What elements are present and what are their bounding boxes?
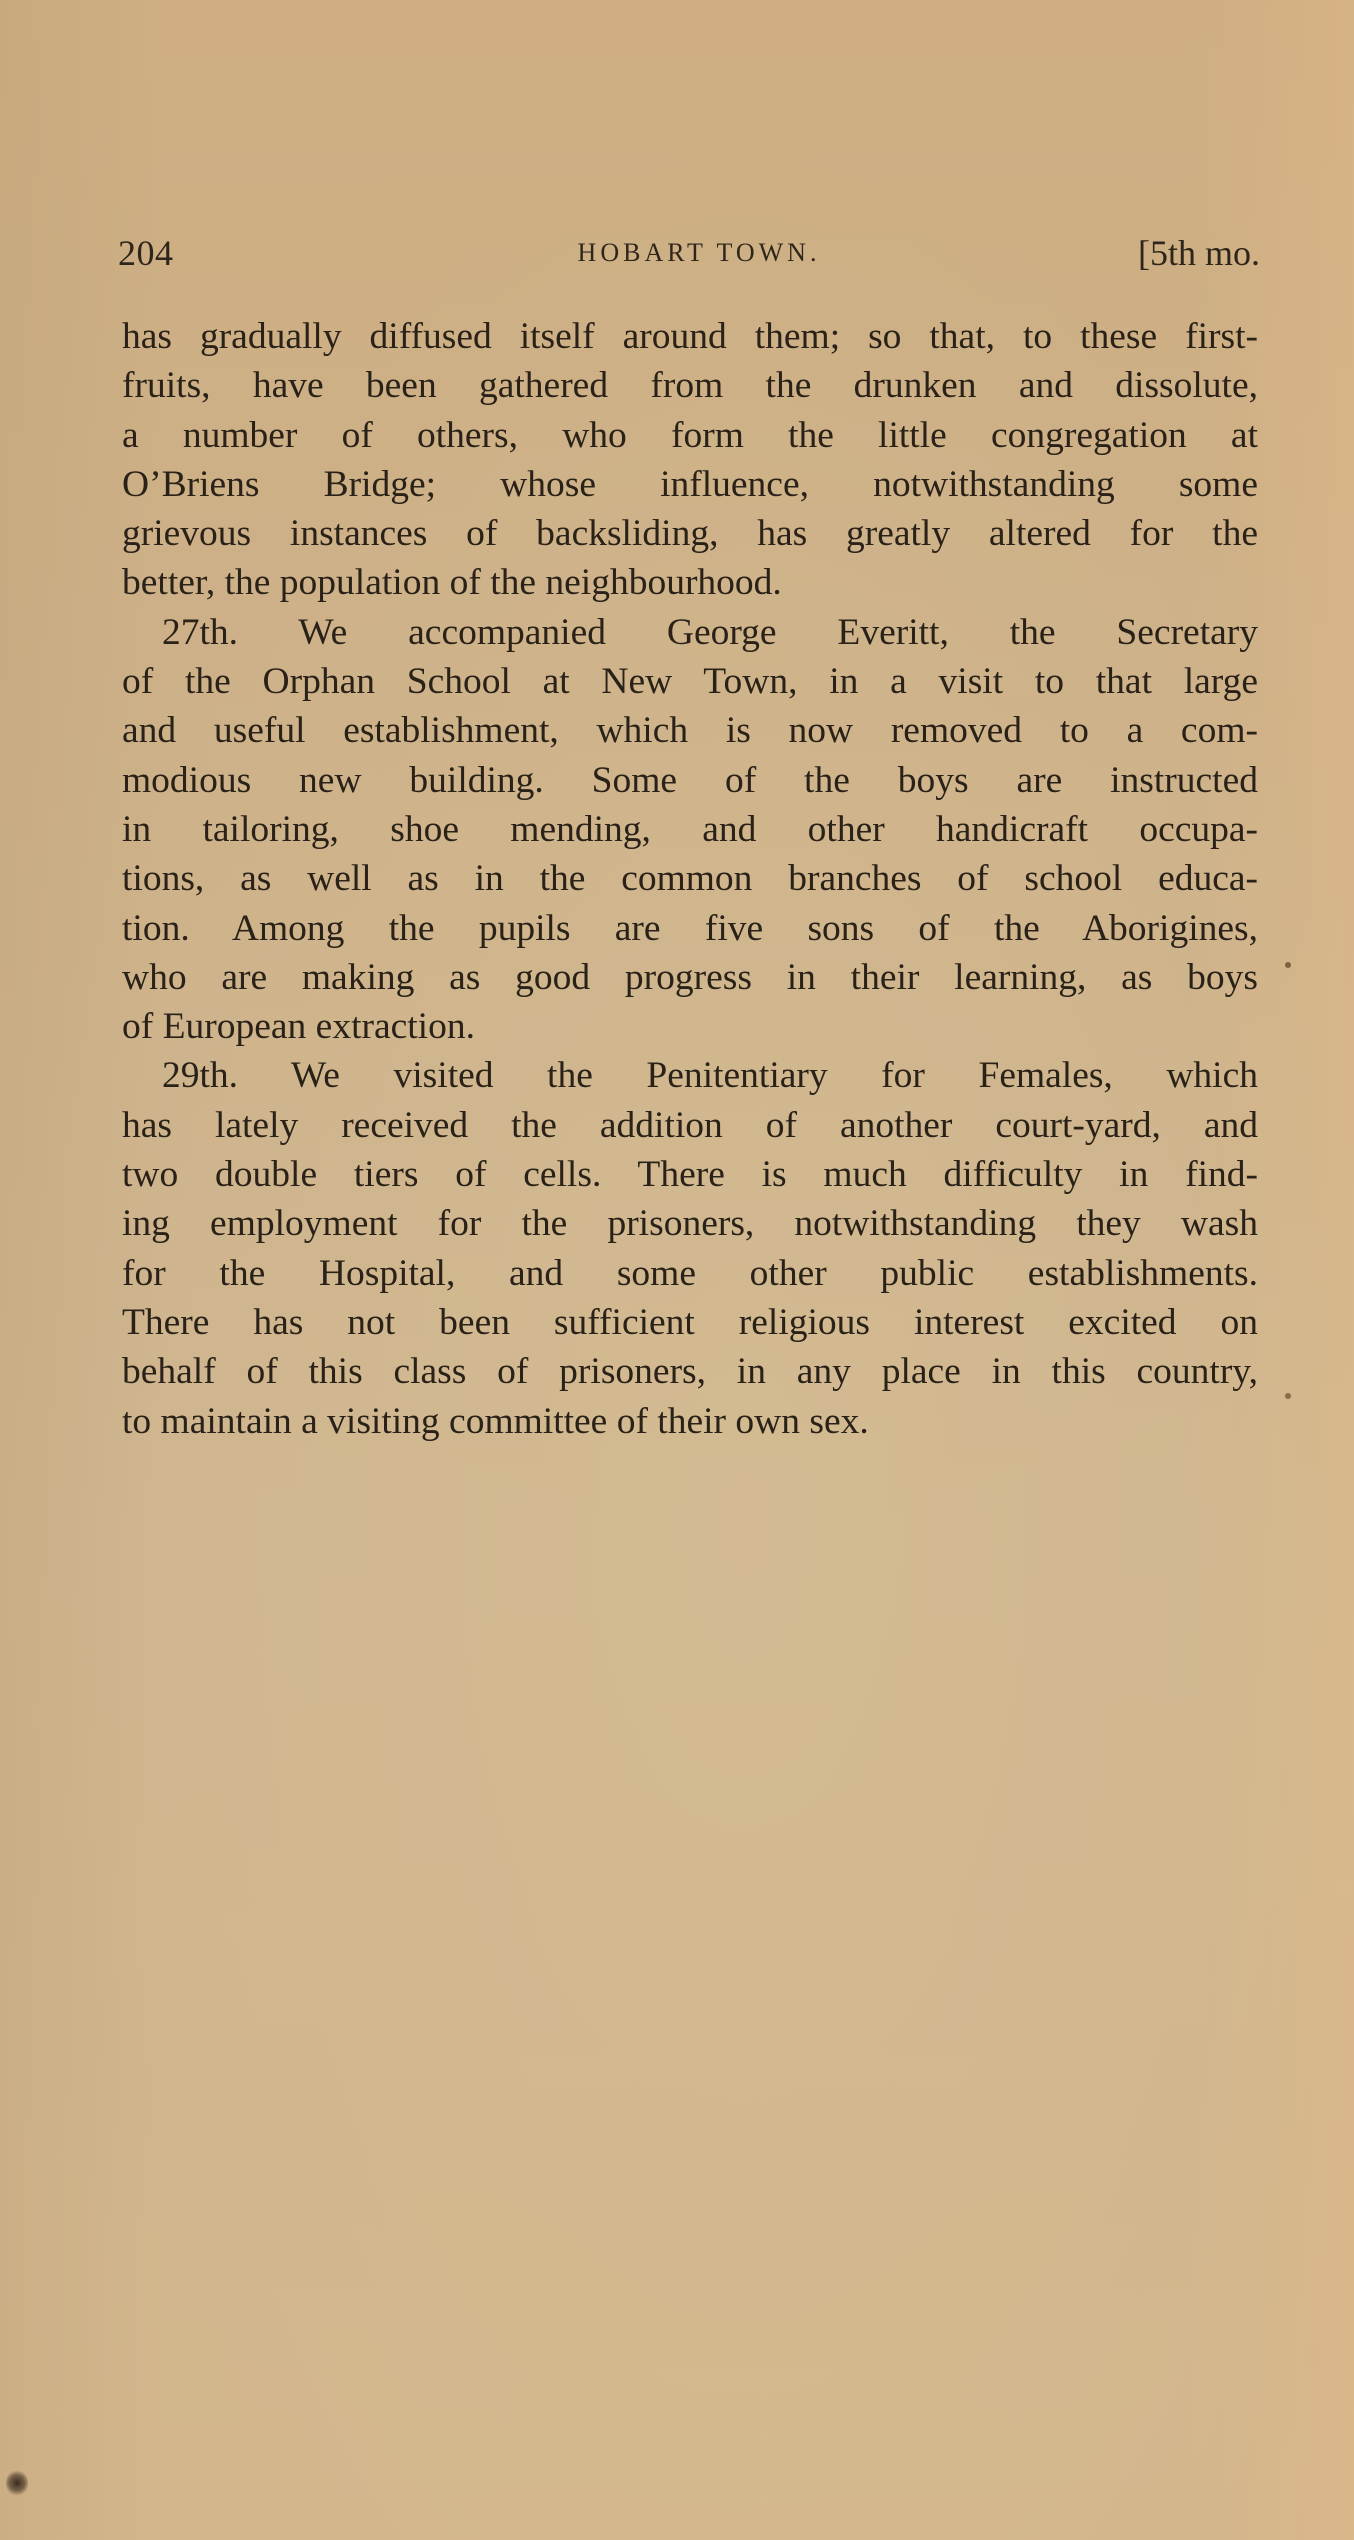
text-line: who are making as good progress in their learning, as boys xyxy=(122,956,1258,998)
text-line: better, the population of the neighbourhood. xyxy=(122,562,782,604)
running-head xyxy=(118,232,1260,282)
text-line: in tailoring, shoe mending, and other handicraft occupa- xyxy=(122,808,1258,850)
running-title: HOBART TOWN. xyxy=(577,238,821,267)
text-line: O’Briens Bridge; whose influence, notwithstanding some xyxy=(122,463,1258,505)
text-line: of European extraction. xyxy=(122,1006,475,1048)
text-line: and useful establishment, which is now removed to a com- xyxy=(122,710,1258,752)
text-line: of the Orphan School at New Town, in a visit to that large xyxy=(122,661,1258,703)
text-line: has lately received the addition of another court-yard, and xyxy=(122,1104,1258,1146)
text-line: a number of others, who form the little congregation at xyxy=(122,414,1258,456)
page-number: 204 xyxy=(118,233,174,273)
month-marker: [5th mo. xyxy=(1138,233,1260,273)
paper-blemish xyxy=(6,2470,28,2496)
text-line: behalf of this class of prisoners, in any place in this country, xyxy=(122,1351,1258,1393)
text-line: two double tiers of cells. There is much difficulty in find- xyxy=(122,1154,1258,1196)
text-line: tions, as well as in the common branches of school educa- xyxy=(122,858,1258,900)
paragraph-start-27th: 27th. We accompanied George Everitt, the Secretary xyxy=(162,611,1258,653)
text-line: modious new building. Some of the boys are instructed xyxy=(122,759,1258,801)
text-line: for the Hospital, and some other public establishments. xyxy=(122,1252,1258,1294)
text-line: tion. Among the pupils are five sons of the Aborigines, xyxy=(122,907,1258,949)
body-text xyxy=(122,312,1258,1446)
paper-speck xyxy=(1285,962,1291,968)
text-line: There has not been sufficient religious interest excited on xyxy=(122,1301,1258,1343)
paper-speck xyxy=(1285,1393,1291,1399)
text-line: to maintain a visiting committee of their own sex. xyxy=(122,1400,869,1442)
text-line: grievous instances of backsliding, has greatly altered for the xyxy=(122,513,1258,555)
text-line: ing employment for the prisoners, notwithstanding they wash xyxy=(122,1203,1258,1245)
text-line: fruits, have been gathered from the drunken and dissolute, xyxy=(122,365,1258,407)
paragraph-start-29th: 29th. We visited the Penitentiary for Females, which xyxy=(162,1055,1258,1097)
text-line: has gradually diffused itself around them; so that, to these first- xyxy=(122,316,1258,357)
